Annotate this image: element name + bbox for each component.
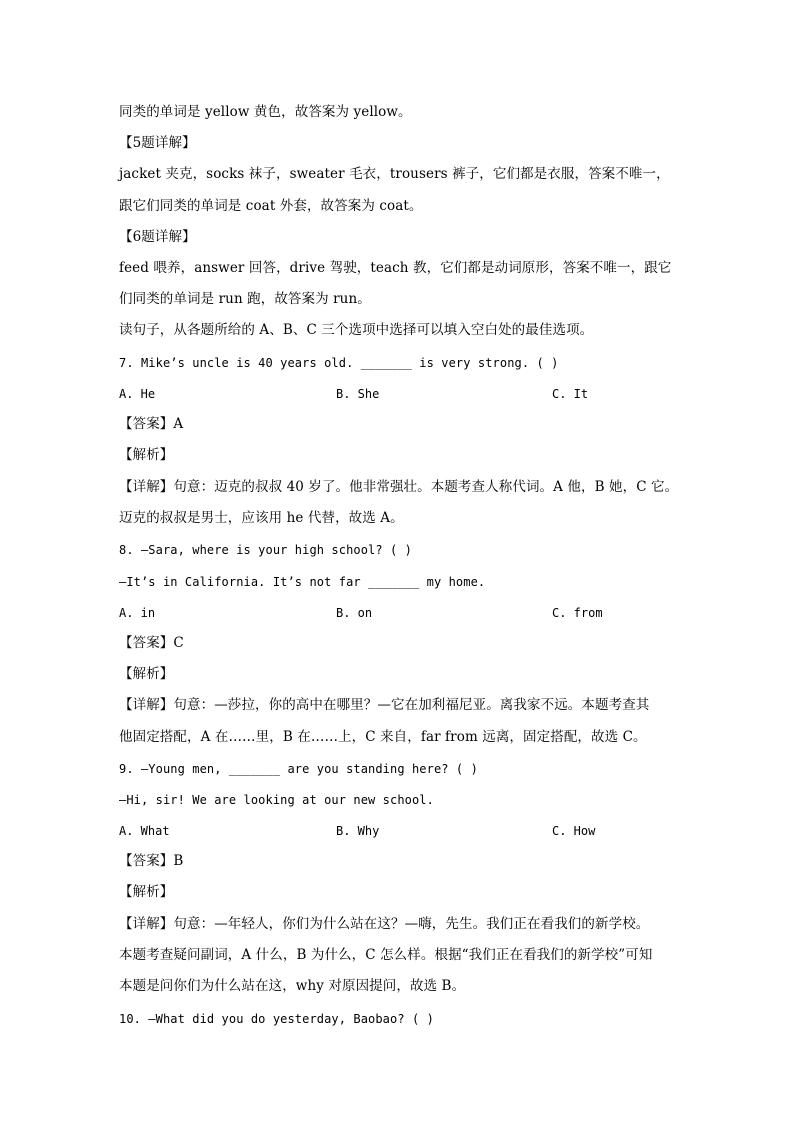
question-10: 10. —What did you do yesterday, Baobao? ( ) [119, 1012, 434, 1026]
q8-detail: 他固定搭配，A 在……里，B 在……上，C 来自，far from 远离，固定搭配，故选 C。 [119, 729, 647, 745]
q7-option-c: C. It [552, 387, 589, 401]
q7-detail: 【详解】句意：迈克的叔叔 40 岁了。他非常强壮。本题考查人称代词。A 他，B 她，C 它。 [119, 479, 679, 495]
q8-answer: 【答案】C [119, 635, 184, 651]
q8-detail: 【详解】句意：—莎拉，你的高中在哪里？—它在加利福尼亚。离我家不远。本题考查其 [119, 697, 650, 713]
q9-analysis: 【解析】 [119, 884, 174, 900]
question-9-line2: —Hi, sir! We are looking at our new school. [119, 793, 434, 807]
question-7: 7. Mike’s uncle is 40 years old. _______ is very strong. ( ) [119, 356, 559, 370]
text-line: 们同类的单词是 run 跑，故答案为 run。 [119, 291, 371, 307]
q7-option-b: B. She [336, 387, 380, 401]
q8-option-b: B. on [336, 606, 373, 620]
q7-answer: 【答案】A [119, 416, 184, 432]
q7-analysis: 【解析】 [119, 447, 174, 463]
text-line: feed 喂养，answer 回答，drive 驾驶，teach 教，它们都是动词原形，答案不唯一，跟它 [119, 260, 672, 276]
q8-option-a: A. in [119, 606, 156, 620]
text-line: 跟它们同类的单词是 coat 外套，故答案为 coat。 [119, 198, 423, 214]
q9-detail: 本题考查疑问副词，A 什么，B 为什么，C 怎么样。根据“我们正在看我们的新学校”可知 [119, 947, 653, 963]
q8-option-c: C. from [552, 606, 603, 620]
text-line: 同类的单词是 yellow 黄色，故答案为 yellow。 [119, 104, 412, 120]
q8-analysis: 【解析】 [119, 666, 174, 682]
question-9: 9. —Young men, _______ are you standing here? ( ) [119, 762, 478, 776]
q9-option-c: C. How [552, 824, 596, 838]
q9-option-a: A. What [119, 824, 170, 838]
question-8: 8. —Sara, where is your high school? ( ) [119, 543, 412, 557]
question-8-line2: —It’s in California. It’s not far _______ my home. [119, 575, 486, 589]
q9-detail: 本题是问你们为什么站在这，why 对原因提问，故选 B。 [119, 978, 466, 994]
section-heading: 【6题详解】 [119, 229, 196, 245]
q7-option-a: A. He [119, 387, 156, 401]
instruction-line: 读句子，从各题所给的 A、B、C 三个选项中选择可以填入空白处的最佳选项。 [119, 322, 594, 338]
q9-option-b: B. Why [336, 824, 380, 838]
q9-answer: 【答案】B [119, 853, 184, 869]
q9-detail: 【详解】句意：—年轻人，你们为什么站在这？—嗨，先生。我们正在看我们的新学校。 [119, 916, 650, 932]
text-line: jacket 夹克，socks 袜子，sweater 毛衣，trousers 裤子，它们都是衣服，答案不唯一， [119, 166, 670, 182]
section-heading: 【5题详解】 [119, 135, 196, 151]
q7-detail: 迈克的叔叔是男士，应该用 he 代替，故选 A。 [119, 510, 404, 526]
